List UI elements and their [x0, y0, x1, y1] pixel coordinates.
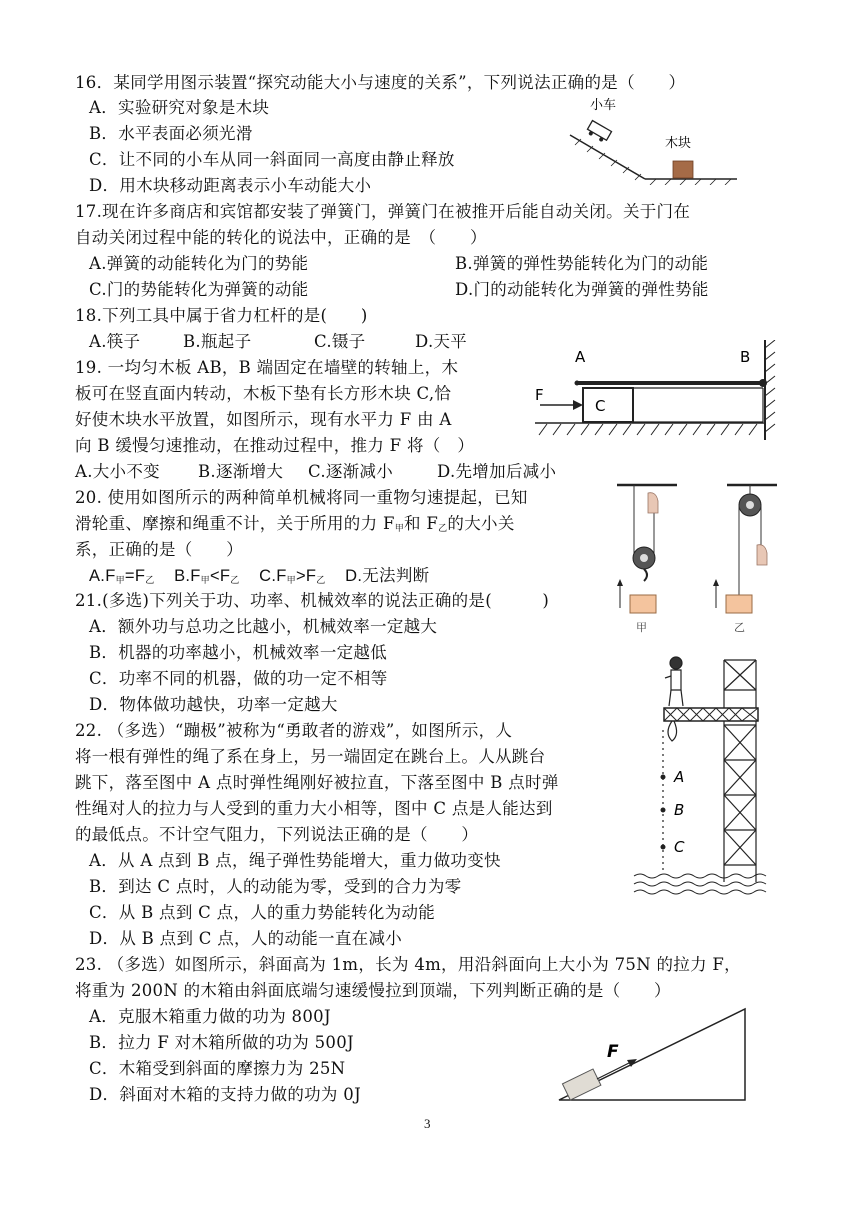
- q23-figure-incline: [555, 1005, 750, 1105]
- q20-stem-line3: 系，正确的是（ ）: [75, 540, 243, 559]
- q19-option-b: B.逐渐增大: [198, 462, 284, 481]
- person-icon: [665, 657, 683, 706]
- q23-stem-line2: 将重为 200N 的木箱由斜面底端匀速缓慢拉到顶端，下列判断正确的是（ ）: [75, 981, 671, 1000]
- q17-stem-line2: 自动关闭过程中能的转化的说法中，正确的是 （ ）: [75, 228, 487, 247]
- q16-car-label: 小车: [590, 98, 617, 113]
- q17-option-c: C.门的势能转化为弹簧的动能: [89, 280, 309, 299]
- q23-option-a: A．克服木箱重力做的功为 800J: [89, 1007, 331, 1026]
- q22-option-b: B．到达 C 点时，人的动能为零，受到的合力为零: [89, 877, 462, 896]
- q16-option-b: B．水平表面必须光滑: [89, 124, 253, 143]
- q16-stem: 16．某同学用图示装置“探究动能大小与速度的关系”，下列说法正确的是（ ）: [75, 73, 686, 92]
- q21-stem: 21.(多选)下列关于功、功率、机械效率的说法正确的是( ): [75, 591, 550, 610]
- q19-stem-line2: 板可在竖直面内转动，木板下垫有长方形木块 C,恰: [75, 384, 452, 403]
- q22-figure-bungee: [632, 650, 772, 898]
- q19-option-a: A.大小不变: [75, 462, 160, 481]
- q18-stem: 18.下列工具中属于省力杠杆的是( ): [75, 306, 368, 325]
- q22-stem-line4: 性绳对人的拉力与人受到的重力大小相等，图中 C 点是人能达到: [75, 799, 553, 818]
- q17-option-b: B.弹簧的弹性势能转化为门的动能: [455, 254, 709, 273]
- q16-option-d: D．用木块移动距离表示小车动能大小: [89, 176, 372, 195]
- q19-option-c: C.逐渐减小: [308, 462, 394, 481]
- q21-option-d: D．物体做功越快，功率一定越大: [89, 695, 338, 714]
- q23-option-d: D．斜面对木箱的支持力做的功为 0J: [89, 1085, 361, 1104]
- q19-stem-line4: 向 B 缓慢匀速推动，在推动过程中，推力 F 将（ ）: [75, 436, 475, 455]
- svg-text:A: A: [674, 768, 685, 786]
- q16-block-label: 木块: [665, 136, 692, 151]
- q16-option-c: C．让不同的小车从同一斜面同一高度由静止释放: [89, 150, 455, 169]
- q17-option-a: A.弹簧的动能转化为门的势能: [89, 254, 309, 273]
- q22-option-a: A．从 A 点到 B 点，绳子弹性势能增大，重力做功变快: [89, 851, 501, 870]
- cart-icon: [585, 121, 611, 144]
- svg-text:C: C: [595, 397, 606, 415]
- q19-stem-line1: 19. 一均匀木板 AB，B 端固定在墙壁的转轴上，木: [75, 358, 459, 377]
- svg-text:甲: 甲: [636, 621, 647, 633]
- q17-option-d: D.门的动能转化为弹簧的弹性势能: [455, 280, 709, 299]
- q20-options: $A.F_甲=F_乙$ $B.F_甲<F_乙$ $C.F_甲>F_乙$ D.无法判断: [89, 567, 430, 585]
- q22-stem-line1: 22. （多选）“蹦极”被称为“勇敢者的游戏”，如图所示，人: [75, 721, 513, 740]
- svg-text:B: B: [740, 348, 751, 366]
- q20-figure-pulleys: [612, 483, 782, 633]
- q21-option-b: B．机器的功率越小，机械效率一定越低: [89, 643, 388, 662]
- q17-stem-line1: 17.现在许多商店和宾馆都安装了弹簧门，弹簧门在被推开后能自动关闭。关于门在: [75, 202, 691, 221]
- svg-text:乙: 乙: [734, 621, 745, 633]
- svg-text:A: A: [575, 348, 586, 366]
- q20-stem-line1: 20. 使用如图所示的两种简单机械将同一重物匀速提起，已知: [75, 488, 528, 507]
- q22-option-d: D．从 B 点到 C 点，人的动能一直在减小: [89, 929, 403, 948]
- q18-option-d: D.天平: [415, 332, 468, 351]
- wooden-block: [673, 161, 693, 178]
- q21-option-a: A．额外功与总功之比越小，机械效率一定越大: [89, 617, 438, 636]
- q22-stem-line5: 的最低点。不计空气阻力，下列说法正确的是（ ）: [75, 825, 479, 844]
- svg-text:F: F: [535, 386, 544, 404]
- q21-option-c: C．功率不同的机器，做的功一定不相等: [89, 669, 388, 688]
- q19-stem-line3: 好使木块水平放置，如图所示，现有水平力 F 由 A: [75, 410, 452, 429]
- q16-option-a: A．实验研究对象是木块: [89, 98, 270, 117]
- q20-stem-line2: 滑轮重、摩擦和绳重不计，关于所用的力 $F_甲$和 $F_乙$的大小关: [75, 514, 515, 534]
- q22-stem-line3: 跳下，落至图中 A 点时弹性绳刚好被拉直，下落至图中 B 点时弹: [75, 773, 559, 792]
- q22-stem-line2: 将一根有弹性的绳了系在身上，另一端固定在跳台上。人从跳台: [75, 747, 546, 766]
- q16-figure-ramp: [565, 95, 740, 185]
- q19-figure-board: [535, 340, 785, 450]
- page-number: 3: [424, 1116, 431, 1131]
- svg-text:C: C: [674, 838, 685, 856]
- q19-option-d: D.先增加后减小: [437, 462, 557, 481]
- q18-option-c: C.镊子: [314, 332, 366, 351]
- svg-text:B: B: [674, 801, 685, 819]
- q23-option-c: C．木箱受到斜面的摩擦力为 25N: [89, 1059, 346, 1078]
- q23-option-b: B．拉力 F 对木箱所做的功为 500J: [89, 1033, 354, 1052]
- q22-option-c: C．从 B 点到 C 点，人的重力势能转化为动能: [89, 903, 436, 922]
- q23-stem-line1: 23. （多选）如图所示，斜面高为 1m，长为 4m，用沿斜面向上大小为 75N 的拉力 F，: [75, 955, 741, 974]
- q18-option-a: A.筷子: [89, 332, 141, 351]
- q18-option-b: B.瓶起子: [183, 332, 252, 351]
- svg-text:F: F: [607, 1042, 619, 1062]
